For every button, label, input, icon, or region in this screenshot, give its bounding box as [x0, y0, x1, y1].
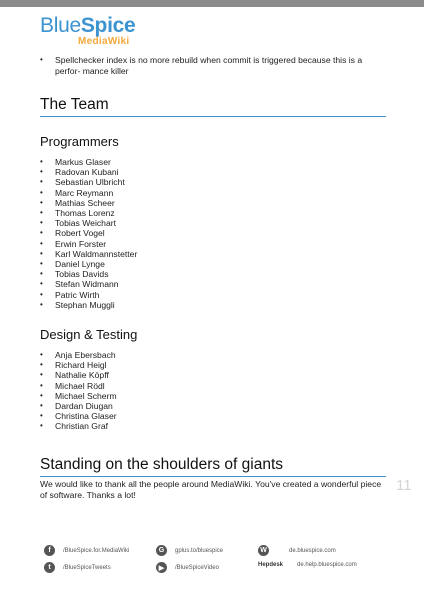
logo-wordmark [40, 15, 135, 37]
footer-twitter[interactable] [44, 562, 111, 573]
list-item: • Karl Waldmannstetter [40, 249, 137, 259]
list-item: • Stefan Widmann [40, 279, 137, 289]
thanks-paragraph: We would like to thank all the people around MediaWiki. You've created a wonderful piece of software. Thanks a lot! [40, 479, 382, 500]
list-item: • Nathalie Köpff [40, 370, 117, 380]
bluespice-logo [40, 15, 160, 47]
footer-website-text: de.bluespice.com [289, 547, 336, 554]
team-heading: The Team [40, 96, 109, 113]
footer-facebook[interactable] [44, 545, 129, 556]
list-item: • Anja Ebersbach [40, 350, 117, 360]
list-item: • Tobias Davids [40, 269, 137, 279]
page-number: 11 [396, 477, 412, 494]
design-testing-list [40, 350, 117, 432]
top-bar [0, 0, 424, 7]
youtube-icon: ▶ [156, 562, 167, 573]
list-item: • Sebastian Ulbricht [40, 177, 137, 187]
footer-helpdesk[interactable] [258, 562, 357, 568]
list-item: • Michael Rödl [40, 381, 117, 391]
design-testing-heading: Design & Testing [40, 327, 138, 342]
footer-youtube-text: /BlueSpiceVideo [175, 564, 219, 571]
gplus-icon: G [156, 545, 167, 556]
list-item: • Spellchecker index is no more rebuild when commit is triggered because this is a perfor- mance killer [40, 55, 380, 76]
team-heading-rule [40, 116, 386, 117]
list-item: • Thomas Lorenz [40, 208, 137, 218]
list-item: • Markus Glaser [40, 157, 137, 167]
logo-blue: Blue [40, 14, 81, 37]
footer-website[interactable] [258, 545, 336, 556]
programmers-list [40, 157, 137, 310]
programmers-heading: Programmers [40, 134, 119, 149]
footer-twitter-text: /BlueSpiceTweets [63, 564, 111, 571]
giants-heading-rule [40, 476, 386, 477]
list-item: • Erwin Forster [40, 239, 137, 249]
list-item: • Tobias Weichart [40, 218, 137, 228]
logo-subtitle: MediaWiki [78, 36, 130, 47]
footer-gplus[interactable] [156, 545, 223, 556]
footer-youtube[interactable] [156, 562, 219, 573]
list-item: • Richard Heigl [40, 360, 117, 370]
list-item: • Stephan Muggli [40, 300, 137, 310]
list-item: • Dardan Diugan [40, 401, 117, 411]
facebook-icon: f [44, 545, 55, 556]
footer-facebook-text: /BlueSpice.for.MediaWiki [63, 547, 130, 554]
wordpress-icon: W [258, 545, 269, 556]
list-item: • Patric Wirth [40, 290, 137, 300]
list-item: • Robert Vogel [40, 228, 137, 238]
list-item: • Marc Reymann [40, 188, 137, 198]
logo-spice: Spice [80, 14, 136, 37]
list-item: • Christian Graf [40, 421, 117, 431]
list-item: • Daniel Lynge [40, 259, 137, 269]
list-item: • Mathias Scheer [40, 198, 137, 208]
footer-helpdesk-text: de.help.bluespice.com [297, 562, 357, 568]
helpdesk-label: Hepdesk [258, 562, 284, 568]
list-item: • Christina Glaser [40, 411, 117, 421]
intro-list [40, 55, 380, 76]
list-item: • Michael Scherm [40, 391, 117, 401]
footer-gplus-text: gplus.to/bluespice [175, 547, 224, 554]
list-item: • Radovan Kubani [40, 167, 137, 177]
giants-heading: Standing on the shoulders of giants [40, 456, 284, 473]
twitter-icon: t [44, 562, 55, 573]
